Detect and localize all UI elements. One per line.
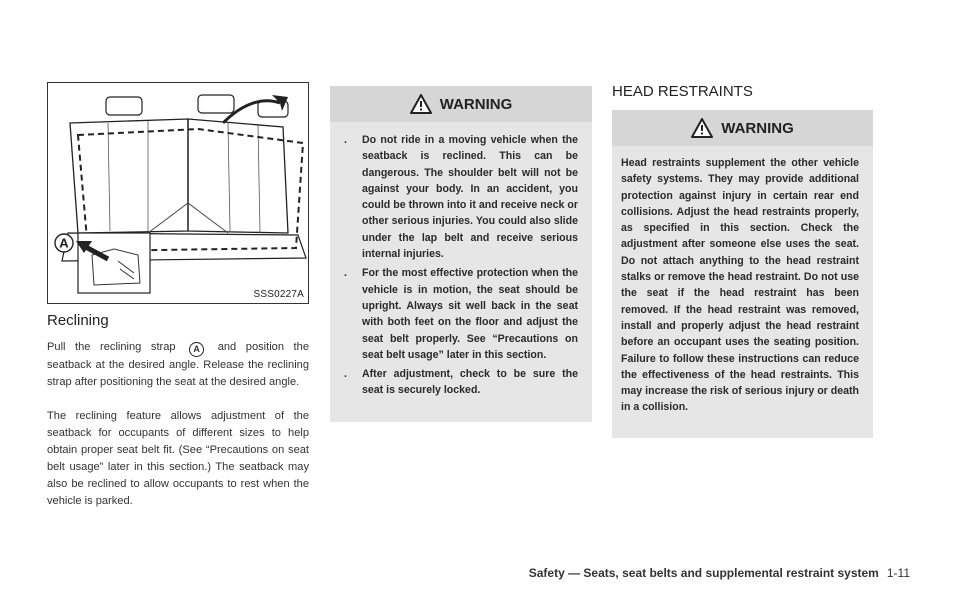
callout-a-label: A xyxy=(193,344,200,354)
bullet: . xyxy=(344,134,347,146)
footer-section-title: Safety — Seats, seat belts and supplemental restraint system xyxy=(528,566,879,580)
callout-a-icon xyxy=(189,342,204,357)
warning-box-reclining xyxy=(330,86,592,122)
reclining-paragraph-1-end: and position the seatback at the desired angle. Release the reclining strap after positioning the seat at the desired angle. xyxy=(47,341,309,388)
warning-item-text: Do not ride in a moving vehicle when the seatback is reclined. This can be dangerous. The shoulder belt will not be against your body. In an accident, you could be thrown into it and receive neck or other serious injuries. You could also slide under the lap belt and receive serious internal injuries. xyxy=(362,134,578,261)
warning-body-head-restraints xyxy=(612,146,873,438)
warning-item-text: After adjustment, check to be sure the seat is securely locked. xyxy=(362,368,578,397)
reclining-title: Reclining xyxy=(47,312,109,329)
reclining-paragraph-1 xyxy=(47,339,309,391)
warning-header xyxy=(612,110,873,146)
warning-item xyxy=(342,366,578,399)
figure-callout-a: A xyxy=(59,235,69,251)
warning-header xyxy=(330,86,592,122)
warning-triangle-icon xyxy=(410,94,432,114)
warning-item-text: For the most effective protection when the vehicle is in motion, the seat should be upright. Always sit well back in the seat with both feet on the floor and adjust the seat belt properly. See “Precautions on seat belt usage” later in this section. xyxy=(362,267,578,361)
figure-code: SSS0227A xyxy=(253,289,304,300)
warning-triangle-icon xyxy=(691,118,713,138)
seat-recline-figure xyxy=(47,82,309,304)
seat-illustration xyxy=(48,83,309,304)
warning-label: WARNING xyxy=(721,119,794,137)
warning-body-reclining xyxy=(330,122,592,422)
warning-item xyxy=(342,132,578,262)
bullet: . xyxy=(344,267,347,280)
head-restraints-warning-text: Head restraints supplement the other vehicle safety systems. They may provide additional protection against injury in certain rear end collisions. Adjust the head restraints properly, as specified in this section. Check the adjustment after someone else uses the seat. Do not attach anything to the head restraint stalks or remove the head restraint. Do not use the seat if the head restraint has been removed. If the head restraint was removed, install and properly adjust the head restraint before an occupant uses the seating position. Failure to follow these instructions can reduce the effectiveness of the head restraints. This may increase the risk of serious injury or death in a collision. xyxy=(621,157,859,414)
page-footer xyxy=(470,566,910,580)
warning-list xyxy=(342,132,578,399)
head-restraints-title: HEAD RESTRAINTS xyxy=(612,83,753,100)
page-number: 1-11 xyxy=(886,566,910,580)
bullet: . xyxy=(344,368,347,381)
warning-item xyxy=(342,265,578,363)
reclining-paragraph-2: The reclining feature allows adjustment of the seatback for occupants of different sizes to help obtain proper seat belt fit. (See “Precautions on seat belt usage” later in this section.) The seatback may also be reclined to allow occupants to rest when the vehicle is parked. xyxy=(47,410,309,507)
reclining-paragraph-1-start: Pull the reclining strap xyxy=(47,341,176,353)
warning-label: WARNING xyxy=(439,95,513,113)
warning-box-head-restraints xyxy=(612,110,873,146)
